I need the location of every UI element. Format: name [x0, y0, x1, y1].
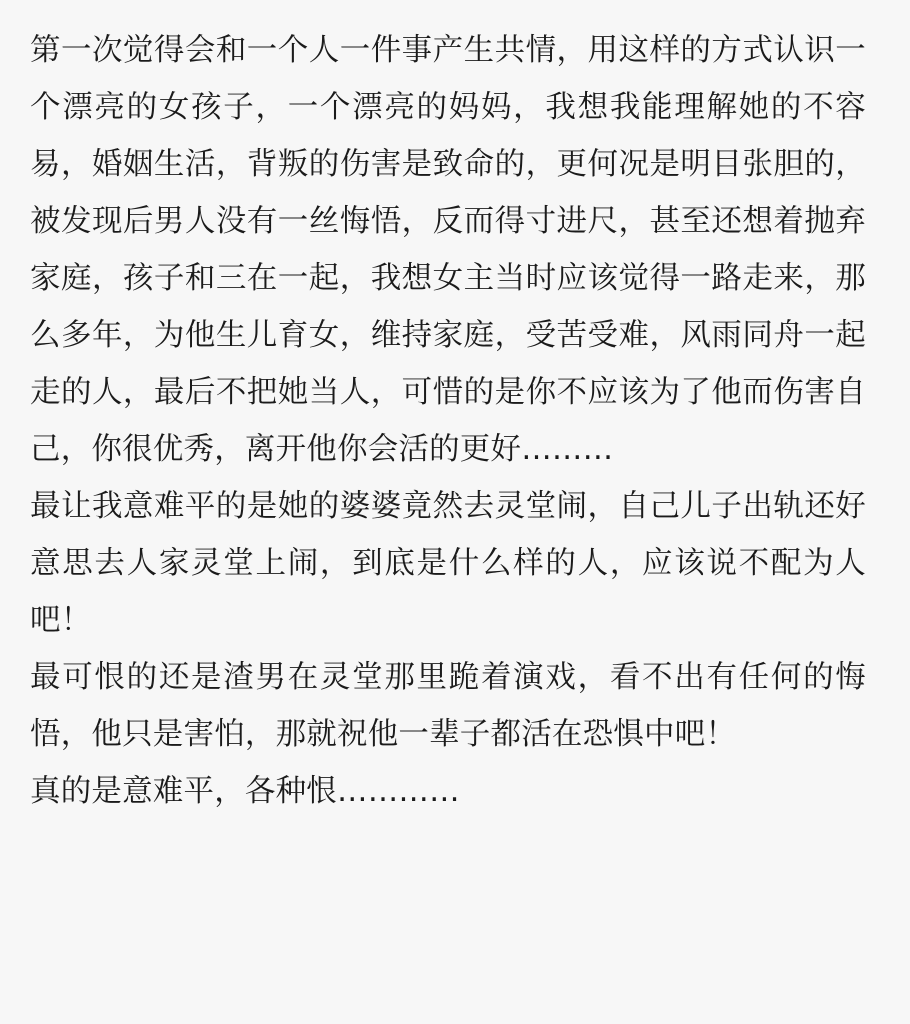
paragraph-3: 最可恨的还是渣男在灵堂那里跪着演戏，看不出有任何的悔悟，他只是害怕，那就祝他一辈子都活在恐惧中吧！ [30, 660, 866, 752]
paragraph-1: 第一次觉得会和一个人一件事产生共情，用这样的方式认识一个漂亮的女孩子，一个漂亮的妈妈，我想我能理解她的不容易，婚姻生活，背叛的伤害是致命的，更何况是明目张胆的，被发现后男人没有一丝悔悟，反而得寸进尺，甚至还想着抛弃家庭，孩子和三在一起，我想女主当时应该觉得一路走来，那么多年，为他生儿育女，维持家庭，受苦受难，风雨同舟一起走的人，最后不把她当人，可惜的是你不应该为了他而伤害自己，你很优秀，离开他你会活的更好……… [30, 33, 866, 467]
paragraph-4: 真的是意难平，各种恨………… [30, 774, 460, 809]
paragraph-2: 最让我意难平的是她的婆婆竟然去灵堂闹，自己儿子出轨还好意思去人家灵堂上闹，到底是什么样的人，应该说不配为人吧！ [30, 489, 866, 638]
document-text-block [30, 22, 866, 820]
